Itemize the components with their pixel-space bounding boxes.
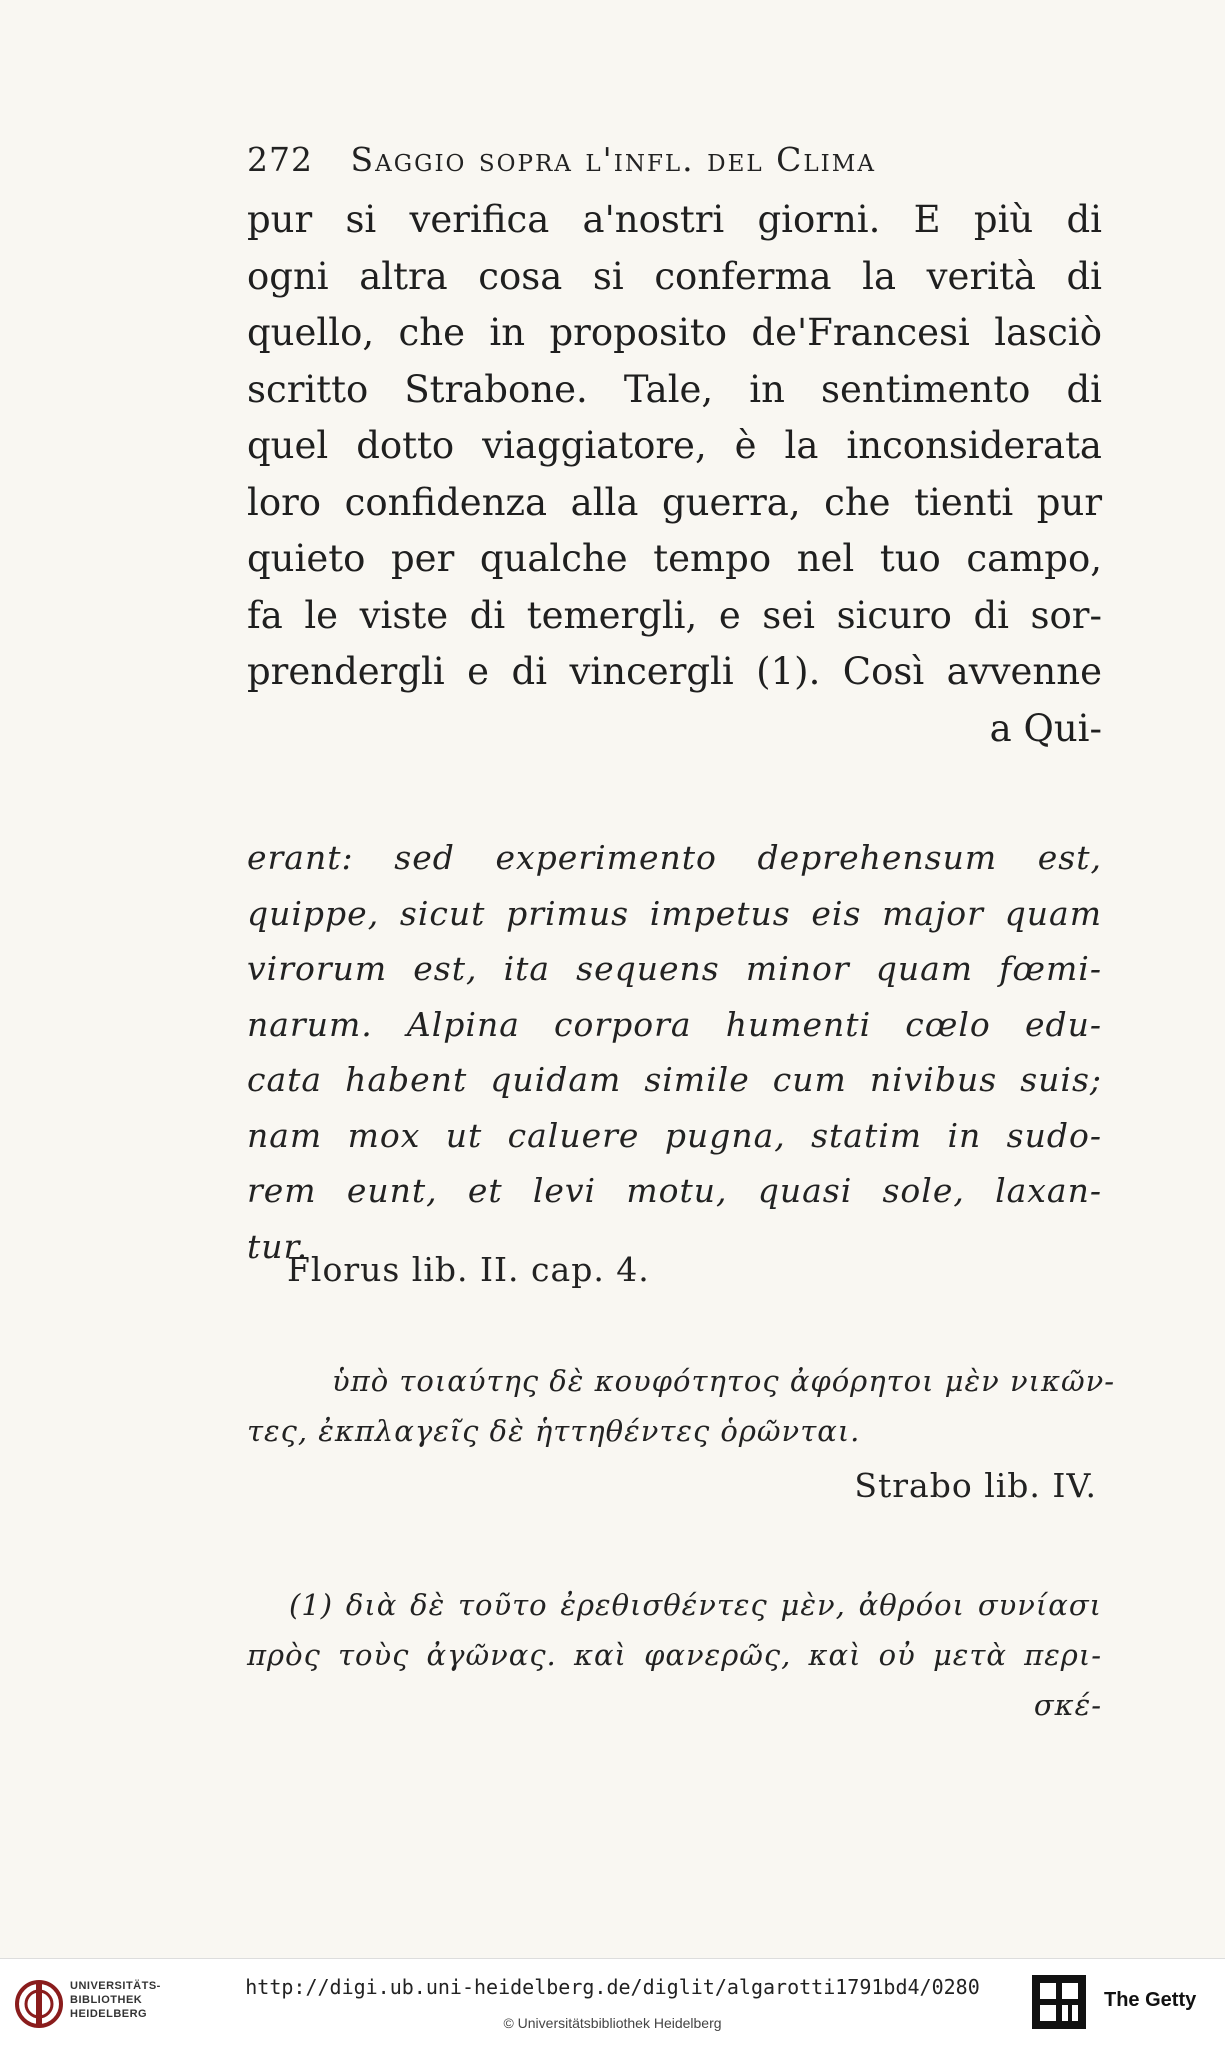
main-text bbox=[247, 192, 1102, 757]
viewer-footer bbox=[0, 1958, 1225, 2049]
latin-line: nam mox ut caluere pugna, statim in sudo- bbox=[247, 1115, 1102, 1155]
latin-line: tur. bbox=[247, 1226, 309, 1266]
getty-logo-icon[interactable] bbox=[1030, 1973, 1088, 2031]
copyright-notice: © Universitätsbibliothek Heidelberg bbox=[503, 2015, 722, 2031]
source-citation-florus: Florus lib. II. cap. 4. bbox=[287, 1250, 650, 1289]
latin-line: cata habent quidam simile cum nivibus suis; bbox=[247, 1060, 1102, 1099]
latin-line: rem eunt, et levi motu, quasi sole, laxan- bbox=[247, 1171, 1102, 1210]
latin-quotation bbox=[247, 830, 1102, 1274]
text-line: ogni altra cosa si conferma la verità di bbox=[247, 254, 1102, 298]
text-line: quieto per qualche tempo nel tuo campo, bbox=[247, 537, 1102, 580]
latin-line: virorum est, ita sequens minor quam fœmi- bbox=[247, 949, 1102, 988]
text-line: loro confidenza alla guerra, che tienti pur bbox=[247, 480, 1102, 524]
partner-name: The Getty bbox=[1104, 1989, 1197, 2011]
source-citation-strabo: Strabo lib. IV. bbox=[854, 1466, 1097, 1505]
footnote bbox=[247, 1580, 1102, 1730]
page-number: 272 bbox=[247, 140, 313, 179]
greek-line: ὑπὸ τοιαύτης δὲ κουφότητος ἀφόρητοι μὲν νικῶν- bbox=[332, 1364, 1116, 1398]
text-line: pur si verifica a'nostri giorni. E più di bbox=[247, 198, 1102, 241]
greek-quotation bbox=[247, 1356, 1116, 1456]
text-line: scritto Strabone. Tale, in sentimento di bbox=[247, 367, 1102, 411]
footnote-line: πρὸς τοὺς ἀγῶνας. καὶ φανερῶς, καὶ οὐ μετὰ περι- bbox=[247, 1638, 1102, 1672]
text-line: fa le viste di temergli, e sei sicuro di sor- bbox=[247, 593, 1102, 637]
text-line: quello, che in proposito de'Francesi lasciò bbox=[247, 311, 1102, 354]
greek-line: τες, ἐκπλαγεῖς δὲ ἡττηθέντες ὁρῶνται. bbox=[247, 1414, 861, 1448]
running-head bbox=[247, 140, 1097, 179]
latin-line: erant: sed experimento deprehensum est, bbox=[247, 838, 1102, 877]
text-line: prendergli e di vincergli (1). Così avvenne bbox=[247, 650, 1102, 693]
catchword: a Qui- bbox=[989, 706, 1102, 750]
text-line: quel dotto viaggiatore, è la inconsiderata bbox=[247, 424, 1102, 467]
permalink-url[interactable]: http://digi.ub.uni-heidelberg.de/diglit/algarotti1791bd4/0280 bbox=[245, 1975, 980, 1999]
footnote-catchword: σκέ- bbox=[1033, 1688, 1102, 1722]
latin-line: narum. Alpina corpora humenti cœlo edu- bbox=[247, 1004, 1102, 1044]
library-name: UNIVERSITÄTS- BIBLIOTHEK HEIDELBERG bbox=[70, 1980, 161, 2020]
latin-line: quippe, sicut primus impetus eis major quam bbox=[247, 893, 1102, 933]
running-title: Saggio sopra l'infl. del Clima bbox=[350, 140, 876, 179]
footnote-line: (1) διὰ δὲ τοῦτο ἐρεθισθέντες μὲν, ἀθρόοι συνίασι bbox=[289, 1588, 1102, 1622]
